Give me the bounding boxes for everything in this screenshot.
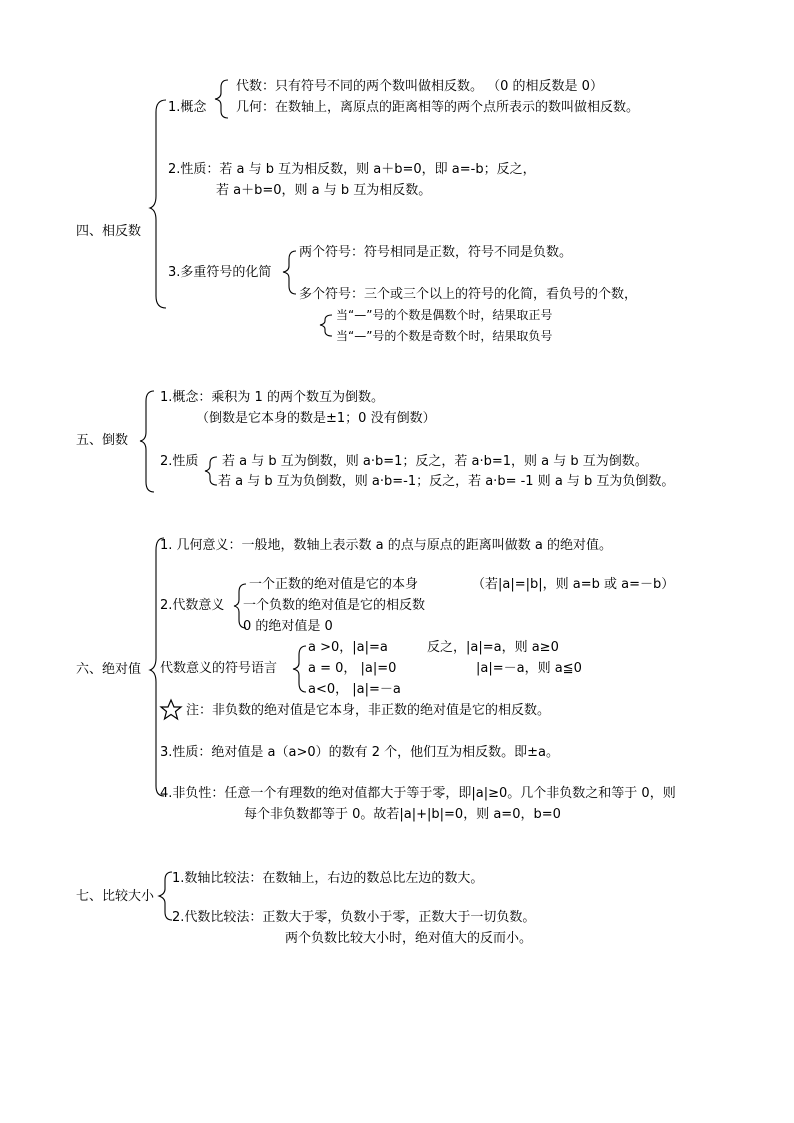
s7-number-line-method: 1.数轴比较法：在数轴上，右边的数总比左边的数大。 (172, 871, 484, 886)
s4-concept-algebraic: 代数：只有符号不同的两个数叫做相反数。 （0 的相反数是 0） (236, 79, 603, 94)
s4-signs-odd: 当“—”号的个数是奇数个时，结果取负号 (336, 329, 553, 343)
s5-property-line1: 若 a 与 b 互为倒数，则 a·b=1；反之，若 a·b=1，则 a 与 b 互为倒数。 (222, 454, 648, 469)
s7-algebraic-method-line1: 2.代数比较法：正数大于零，负数小于零，正数大于一切负数。 (172, 910, 536, 925)
brace-s5-main (140, 391, 154, 492)
s6-sym-converse2: |a|=－a，则 a≦0 (476, 661, 582, 676)
s5-concept-line2: （倒数是它本身的数是±1；0 没有倒数） (196, 411, 436, 426)
s5-concept-line1: 1.概念：乘积为 1 的两个数互为倒数。 (160, 390, 384, 405)
s6-property: 3.性质：绝对值是 a（a>0）的数有 2 个，他们互为相反数。即±a。 (160, 745, 560, 760)
s4-concept-geometric: 几何：在数轴上，离原点的距离相等的两个点所表示的数叫做相反数。 (236, 100, 640, 115)
s4-signs-even: 当“—”号的个数是偶数个时，结果取正号 (336, 308, 553, 322)
section-5-title: 五、倒数 (76, 433, 129, 448)
s6-sym-positive: a >0，|a|=a (308, 640, 388, 655)
s6-sym-converse1: 反之，|a|=a，则 a≥0 (427, 640, 559, 655)
brace-s4-dang (320, 315, 332, 336)
s6-alg-positive: 一个正数的绝对值是它的本身 (249, 577, 419, 592)
s6-algebraic-label: 2.代数意义 (160, 598, 225, 613)
s4-signs-two: 两个符号：符号相同是正数，符号不同是负数。 (299, 245, 573, 260)
section-6-title: 六、绝对值 (76, 662, 142, 677)
s6-nonnegativity-line1: 4.非负性：任意一个有理数的绝对值都大于等于零，即|a|≥0。几个非负数之和等于 0，则 (160, 786, 676, 801)
brace-s5-c2 (205, 457, 217, 485)
s4-property-line2: 若 a＋b=0，则 a 与 b 互为相反数。 (216, 183, 432, 198)
s6-sym-zero: a = 0， |a|=0 (308, 661, 397, 676)
brace-s4-main (150, 100, 166, 308)
brace-s4-c1 (215, 80, 228, 118)
s6-geometric-meaning: 1. 几何意义：一般地，数轴上表示数 a 的点与原点的距离叫做数 a 的绝对值。 (160, 538, 612, 553)
s6-alg-zero: 0 的绝对值是 0 (243, 619, 333, 634)
s4-property-line1: 2.性质：若 a 与 b 互为相反数，则 a＋b=0，即 a=-b；反之， (168, 162, 536, 177)
brace-s6-sym (293, 646, 306, 692)
section-7-title: 七、比较大小 (76, 889, 155, 904)
s4-concept-label: 1.概念 (168, 100, 207, 115)
s6-note: 注：非负数的绝对值是它本身，非正数的绝对值是它的相反数。 (186, 703, 551, 718)
section-4-title: 四、相反数 (76, 224, 142, 239)
s6-sym-negative: a<0， |a|=－a (308, 682, 401, 697)
s6-symbol-label: 代数意义的符号语言 (160, 661, 278, 676)
brace-s4-c3 (283, 251, 296, 294)
star-icon (161, 700, 181, 719)
s6-nonnegativity-line2: 每个非负数都等于 0。故若|a|+|b|=0，则 a=0，b=0 (244, 807, 561, 822)
s7-algebraic-method-line2: 两个负数比较大小时，绝对值大的反而小。 (285, 931, 533, 946)
s5-property-line2: 若 a 与 b 互为负倒数，则 a·b=-1；反之，若 a·b= -1 则 a 与 b 互为负倒数。 (218, 474, 675, 489)
s5-property-label: 2.性质 (160, 454, 199, 469)
brace-s7-main (159, 872, 172, 920)
s4-signs-many: 多个符号：三个或三个以上的符号的化简，看负号的个数， (299, 287, 638, 302)
s6-alg-equal-note: （若|a|=|b|，则 a=b 或 a=－b） (472, 577, 675, 592)
s4-signs-label: 3.多重符号的化简 (168, 265, 272, 280)
s6-alg-negative: 一个负数的绝对值是它的相反数 (243, 598, 426, 613)
